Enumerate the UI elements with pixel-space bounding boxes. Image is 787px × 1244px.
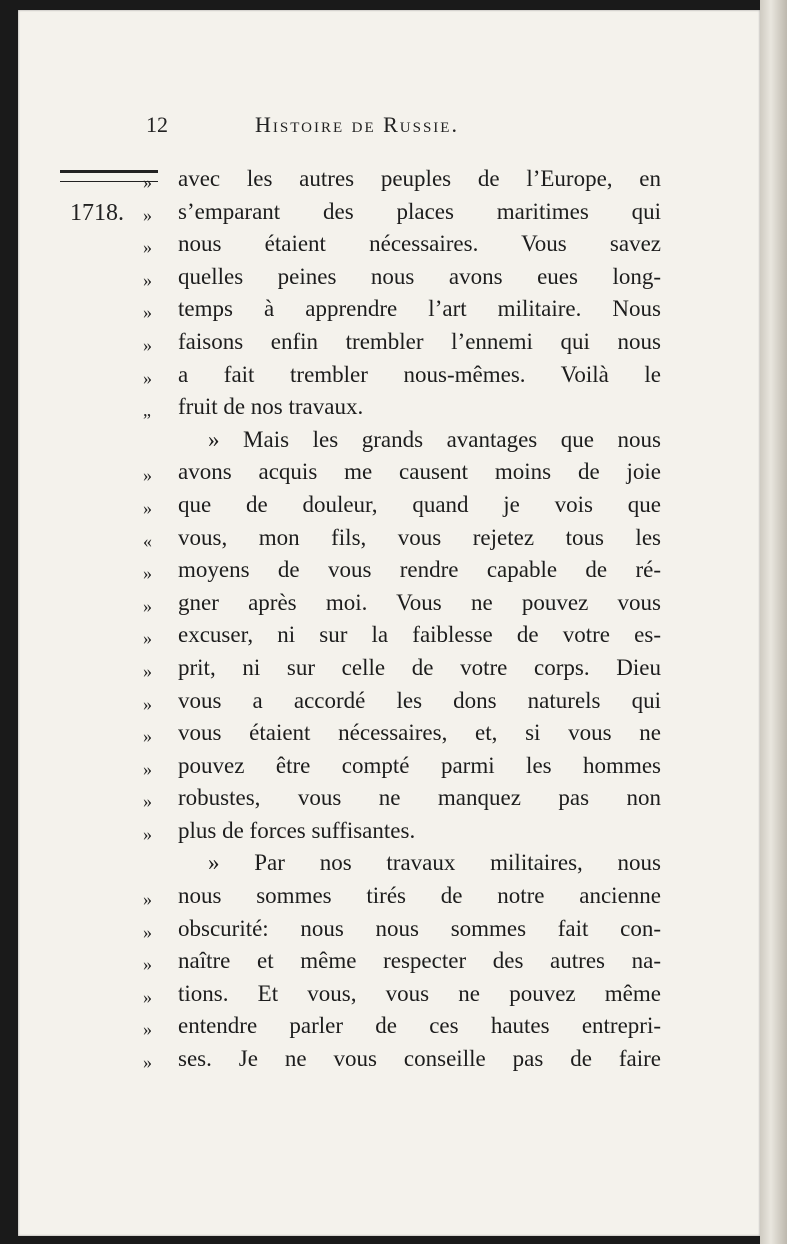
text-line — [143, 427, 663, 460]
line-text: pouvez être compté parmi les hommes — [178, 752, 661, 778]
text-line — [143, 981, 663, 1014]
line-text: » Par nos travaux militaires, nous — [208, 850, 661, 876]
quote-mark: » — [143, 172, 152, 192]
text-line — [143, 296, 663, 329]
line-text: avec les autres peuples de l’Europe, en — [178, 166, 661, 191]
line-text: naître et même respecter des autres na- — [178, 948, 661, 974]
text-line — [143, 199, 663, 232]
quote-mark: » — [143, 628, 152, 649]
text-line — [143, 492, 663, 525]
quote-mark: » — [143, 823, 152, 844]
text-body — [143, 166, 663, 1079]
quote-mark: » — [143, 1019, 152, 1040]
text-line — [143, 557, 663, 590]
text-line — [143, 883, 663, 916]
line-text: quelles peines nous avons eues long- — [178, 263, 661, 289]
margin-year: 1718. — [70, 200, 124, 226]
quote-mark: » — [143, 726, 152, 747]
book-page — [18, 10, 760, 1236]
line-text: prit, ni sur celle de votre corps. Dieu — [178, 654, 661, 680]
quote-mark: » — [143, 302, 152, 323]
quote-mark: » — [143, 758, 152, 779]
line-text: vous étaient nécessaires, et, si vous ne — [178, 720, 661, 746]
text-line — [143, 622, 663, 655]
quote-mark: » — [143, 595, 152, 616]
line-text: fruit de nos travaux. — [178, 394, 364, 420]
text-line — [143, 525, 663, 558]
quote-mark: » — [143, 497, 152, 518]
text-line — [143, 394, 663, 427]
quote-mark: » — [143, 563, 152, 584]
page-edge — [760, 0, 787, 1244]
line-text: nous étaient nécessaires. Vous savez — [178, 231, 661, 257]
line-text: obscurité: nous nous sommes fait con- — [178, 915, 661, 941]
quote-mark: » — [143, 204, 152, 225]
line-text: faisons enfin trembler l’ennemi qui nous — [178, 328, 661, 354]
line-text: vous a accordé les dons naturels qui — [178, 687, 661, 713]
text-line — [143, 166, 663, 199]
line-text: vous, mon fils, vous rejetez tous les — [178, 524, 661, 550]
line-text: temps à apprendre l’art militaire. Nous — [178, 296, 661, 322]
text-line — [143, 916, 663, 949]
quote-mark: » — [143, 693, 152, 714]
quote-mark: » — [143, 269, 152, 290]
quote-mark: » — [143, 986, 152, 1007]
quote-mark: » — [143, 465, 152, 486]
quote-mark: » — [143, 334, 152, 355]
quote-mark: » — [143, 889, 152, 910]
quote-mark: » — [143, 237, 152, 258]
text-line — [143, 1013, 663, 1046]
text-line — [143, 362, 663, 395]
line-text: s’emparant des places maritimes qui — [178, 198, 661, 224]
running-title: Histoire de Russie. — [255, 112, 459, 137]
line-text: moyens de vous rendre capable de ré- — [178, 557, 661, 583]
quote-mark: » — [143, 921, 152, 942]
quote-mark: » — [143, 367, 152, 388]
text-line — [143, 850, 663, 883]
quote-mark: „ — [143, 400, 151, 421]
text-line — [143, 688, 663, 721]
text-line — [143, 818, 663, 851]
text-line — [143, 948, 663, 981]
quote-mark: » — [143, 1052, 152, 1073]
line-text: » Mais les grands avantages que nous — [208, 426, 661, 452]
quote-mark: « — [143, 530, 152, 551]
line-text: nous sommes tirés de notre ancienne — [178, 883, 661, 909]
text-line — [143, 753, 663, 786]
page-header — [18, 112, 760, 142]
line-text: que de douleur, quand je vois que — [178, 491, 661, 517]
text-line — [143, 785, 663, 818]
text-line — [143, 459, 663, 492]
text-line — [143, 720, 663, 753]
text-line — [143, 1046, 663, 1079]
page-number: 12 — [146, 112, 168, 137]
line-text: ses. Je ne vous conseille pas de faire — [178, 1046, 661, 1072]
line-text: excuser, ni sur la faiblesse de votre es- — [178, 622, 661, 648]
line-text: entendre parler de ces hautes entrepri- — [178, 1013, 661, 1039]
line-text: avons acquis me causent moins de joie — [178, 459, 661, 485]
line-text: a fait trembler nous-mêmes. Voilà le — [178, 361, 661, 387]
text-line — [143, 590, 663, 623]
quote-mark: » — [143, 954, 152, 975]
text-line — [143, 264, 663, 297]
quote-mark: » — [143, 660, 152, 681]
line-text: plus de forces suffisantes. — [178, 817, 416, 843]
quote-mark: » — [143, 791, 152, 812]
text-line — [143, 231, 663, 264]
line-text: tions. Et vous, vous ne pouvez même — [178, 980, 661, 1006]
line-text: gner après moi. Vous ne pouvez vous — [178, 589, 661, 615]
text-line — [143, 329, 663, 362]
text-line — [143, 655, 663, 688]
line-text: robustes, vous ne manquez pas non — [178, 785, 661, 811]
